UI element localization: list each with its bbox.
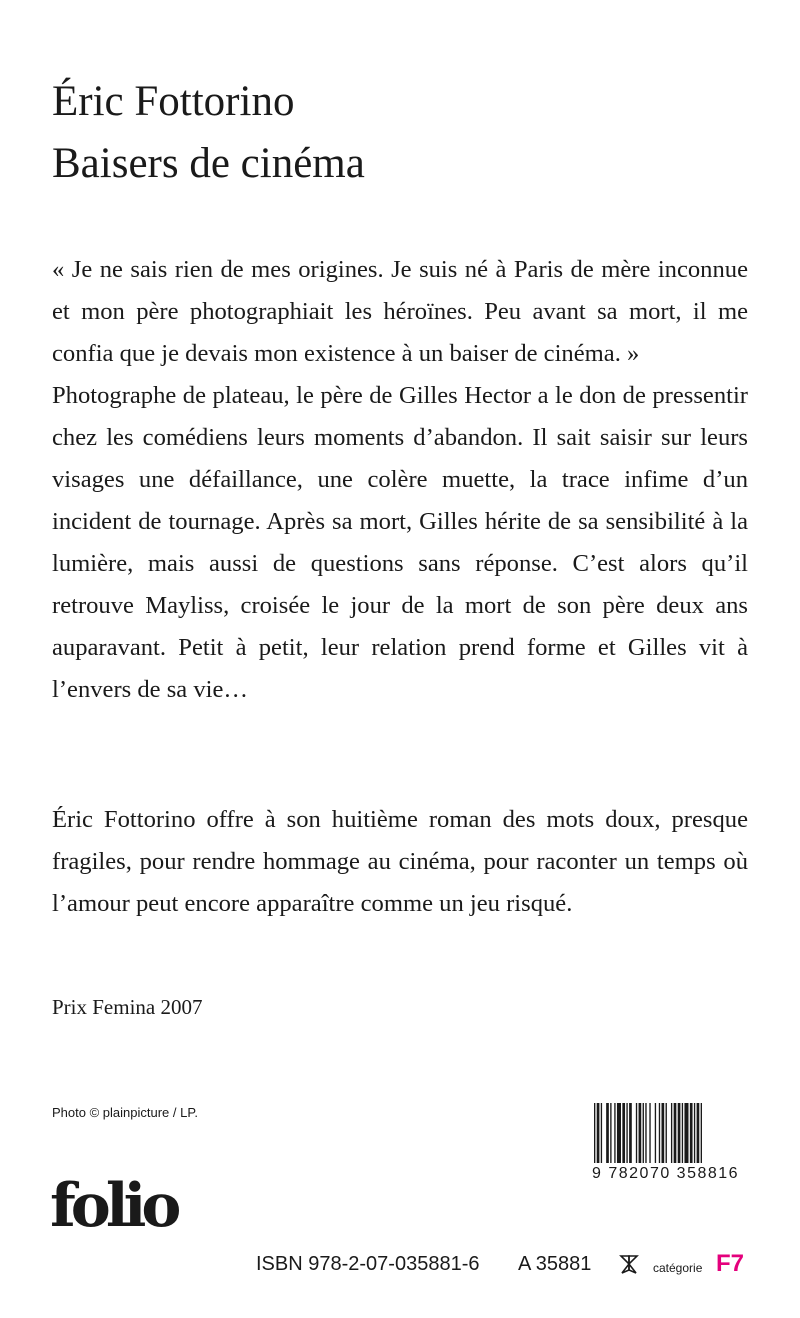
category-label: catégorie: [653, 1261, 703, 1275]
author-name: Éric Fottorino: [52, 78, 295, 125]
opening-quote: « Je ne sais rien de mes origines. Je suis né à Paris de mère inconnue et mon père photographiait les héroïnes. Peu avant sa mort, il me confia que je devais mon existence à un baiser de cinéma. »: [52, 256, 748, 367]
barcode: [590, 1103, 750, 1198]
review: [52, 799, 748, 925]
publisher-logo: folio: [50, 1171, 177, 1241]
synopsis: [52, 249, 748, 711]
book-title: Baisers de cinéma: [52, 140, 365, 187]
catalog-code: A 35881: [518, 1253, 592, 1275]
footer-line: [256, 1250, 756, 1279]
synopsis-paragraph: Photographe de plateau, le père de Gilles Hector a le don de pressentir chez les comédiens leurs moments d’abandon. Il sait saisir sur leurs visages une défaillance, une colère muette, la trace infime d’un incident de tournage. Après sa mort, Gilles hérite de sa sensibilité à la lumière, mais aussi de questions sans réponse. C’est alors qu’il retrouve Mayliss, croisée le jour de la mort de son père deux ans auparavant. Petit à petit, leur relation prend forme et Gilles vit à l’envers de sa vie…: [52, 382, 748, 703]
prize-note: Prix Femina 2007: [52, 995, 203, 1019]
barcode-digits: 9 782070 358816: [592, 1163, 748, 1183]
photo-credit: Photo © plainpicture / LP.: [52, 1105, 198, 1120]
barcode-bars: [590, 1103, 750, 1198]
isbn: ISBN 978-2-07-035881-6: [256, 1253, 480, 1275]
category-code: F7: [716, 1250, 745, 1277]
review-paragraph: Éric Fottorino offre à son huitième roman des mots doux, presque fragiles, pour rendre hommage au cinéma, pour raconter un temps où l’amour peut encore apparaître comme un jeu risqué.: [52, 806, 748, 917]
folio-emblem-icon: [618, 1252, 640, 1276]
